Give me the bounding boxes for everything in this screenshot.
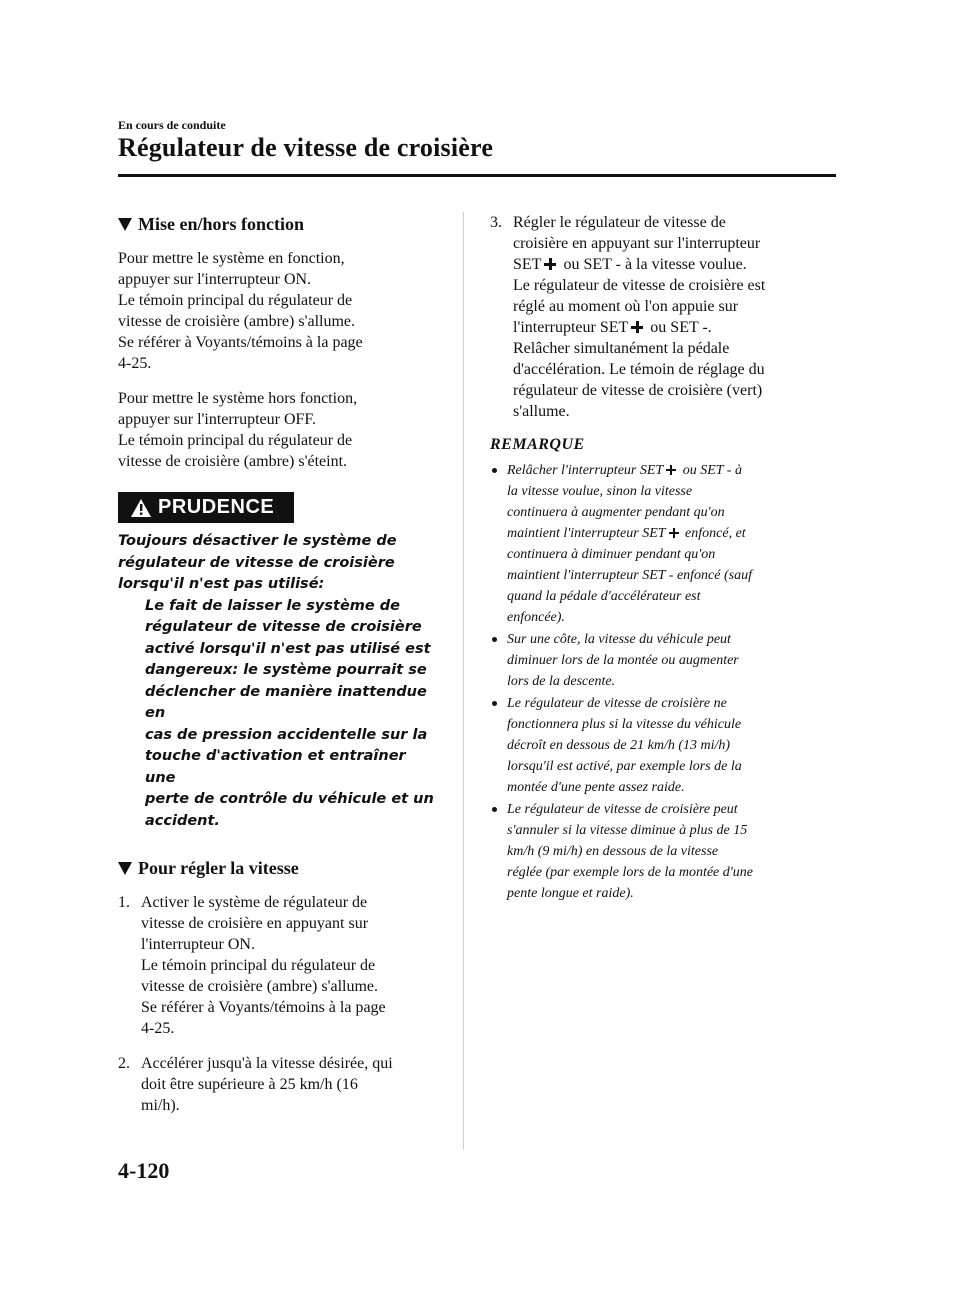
text-line: diminuer lors de la montée ou augmenter — [507, 653, 739, 668]
step-3 — [490, 212, 820, 422]
text-line: l'interrupteur ON. — [141, 936, 255, 953]
text-line: Accélérer jusqu'à la vitesse désirée, qui — [141, 1055, 393, 1072]
text-line: Le régulateur de vitesse de croisière est — [513, 277, 766, 294]
text-line: Le témoin principal du régulateur de — [118, 292, 353, 309]
text-line: Pour mettre le système hors fonction, — [118, 390, 358, 407]
warning-icon — [130, 498, 152, 518]
right-column — [490, 212, 820, 905]
text-line: accident. — [145, 812, 220, 829]
page-number: 4-120 — [118, 1158, 170, 1183]
text-line: lors de la descente. — [507, 674, 616, 689]
caution-lead — [118, 531, 436, 596]
text-line: mi/h). — [141, 1097, 180, 1114]
text-line: lorsqu'il n'est pas utilisé: — [118, 576, 325, 592]
text-line: continuera à augmenter pendant qu'on — [507, 505, 725, 520]
text-fragment: l'interrupteur SET — [513, 319, 629, 336]
text-line: Activer le système de régulateur de — [141, 894, 368, 911]
plus-icon — [666, 465, 676, 475]
remark-bullet-3 — [490, 693, 820, 798]
text-line: cas de pression accidentelle sur la — [145, 726, 428, 743]
paragraph-off — [118, 388, 436, 472]
text-fragment: enfoncé, et — [685, 526, 746, 541]
heading-on-off-text: Mise en/hors fonction — [138, 214, 304, 234]
plus-icon — [631, 321, 643, 333]
text-line: Toujours désactiver le système de — [118, 533, 397, 549]
remark-bullet-1 — [490, 460, 820, 628]
text-fragment: ou SET - à la vitesse voulue. — [563, 256, 747, 273]
text-line: Se référer à Voyants/témoins à la page — [118, 334, 363, 351]
plus-icon — [669, 528, 679, 538]
column-divider — [463, 212, 464, 1150]
step-number: 3. — [490, 214, 502, 231]
step-number: 2. — [118, 1055, 130, 1072]
text-line: s'allume. — [513, 403, 570, 420]
text-line: maintient l'interrupteur SET - enfoncé (sauf — [507, 568, 752, 583]
text-line: Le fait de laisser le système de — [145, 597, 400, 614]
triangle-down-icon — [118, 218, 132, 231]
remark-bullet-2 — [490, 629, 820, 692]
text-line: régulateur de vitesse de croisière — [145, 619, 422, 635]
text-fragment: Relâcher l'interrupteur SET — [507, 463, 664, 478]
text-line: lorsqu'il est activé, par exemple lors de la — [507, 759, 742, 774]
bullet-icon — [492, 468, 497, 473]
triangle-down-icon — [118, 862, 132, 875]
remark-bullet-4 — [490, 799, 820, 904]
bullet-icon — [492, 701, 497, 706]
paragraph-on — [118, 248, 436, 374]
step-1 — [118, 892, 436, 1039]
text-line: 4-25. — [118, 355, 152, 372]
text-line: réglée (par exemple lors de la montée d'une — [507, 865, 753, 880]
text-line: appuyer sur l'interrupteur OFF. — [118, 411, 317, 428]
text-line: doit être supérieure à 25 km/h (16 — [141, 1076, 358, 1093]
text-line — [513, 254, 820, 275]
caution-text — [118, 531, 436, 832]
text-fragment: ou SET - à — [682, 463, 742, 478]
step-2 — [118, 1053, 436, 1116]
text-line: km/h (9 mi/h) en dessous de la vitesse — [507, 844, 719, 859]
text-line: appuyer sur l'interrupteur ON. — [118, 271, 312, 288]
text-line: Relâcher simultanément la pédale — [513, 340, 730, 357]
text-line: vitesse de croisière (ambre) s'éteint. — [118, 453, 348, 470]
caution-badge — [118, 492, 294, 523]
text-line: Le régulateur de vitesse de croisière peut — [507, 802, 738, 817]
text-line: décroît en dessous de 21 km/h (13 mi/h) — [507, 738, 731, 753]
plus-icon — [544, 258, 556, 270]
text-line: d'accélération. Le témoin de réglage du — [513, 361, 765, 378]
text-line: régulateur de vitesse de croisière — [118, 554, 395, 571]
text-line: s'annuler si la vitesse diminue à plus de 15 — [507, 823, 748, 838]
bullet-icon — [492, 637, 497, 642]
text-line: Se référer à Voyants/témoins à la page — [141, 999, 386, 1016]
heading-set-speed — [118, 856, 436, 880]
text-line: Sur une côte, la vitesse du véhicule peut — [507, 632, 731, 647]
text-line: touche d'activation et entraîner une — [145, 748, 406, 786]
text-line: pente longue et raide). — [507, 886, 634, 901]
text-line — [507, 460, 820, 481]
caution-label: PRUDENCE — [158, 496, 275, 518]
text-line: vitesse de croisière en appuyant sur — [141, 915, 369, 932]
page-title: Régulateur de vitesse de croisière — [118, 133, 494, 162]
text-line: 4-25. — [141, 1020, 175, 1037]
text-line: continuera à diminuer pendant qu'on — [507, 547, 716, 562]
left-column — [118, 212, 436, 1130]
text-line: la vitesse voulue, sinon la vitesse — [507, 484, 693, 499]
section-label: En cours de conduite — [118, 118, 226, 132]
text-fragment: SET — [513, 256, 542, 273]
text-fragment: maintient l'interrupteur SET — [507, 526, 666, 541]
step-number: 1. — [118, 894, 130, 911]
text-line: croisière en appuyant sur l'interrupteur — [513, 235, 761, 252]
title-rule — [118, 174, 836, 177]
text-line: fonctionnera plus si la vitesse du véhicule — [507, 717, 742, 732]
text-line: quand la pédale d'accélérateur est — [507, 589, 701, 604]
heading-on-off — [118, 212, 436, 236]
text-line — [507, 523, 820, 544]
text-line: activé lorsqu'il n'est pas utilisé est — [145, 640, 431, 657]
heading-set-speed-text: Pour régler la vitesse — [138, 858, 299, 878]
remark-heading: REMARQUE — [490, 436, 585, 453]
text-line: enfoncée). — [507, 610, 565, 625]
text-line: réglé au moment où l'on appuie sur — [513, 298, 739, 315]
bullet-icon — [492, 807, 497, 812]
text-line: Le témoin principal du régulateur de — [141, 957, 376, 974]
text-line: dangereux: le système pourrait se — [145, 662, 427, 678]
text-line — [513, 317, 820, 338]
text-fragment: ou SET -. — [650, 319, 712, 336]
text-line: régulateur de vitesse de croisière (vert) — [513, 382, 763, 399]
text-line: Le régulateur de vitesse de croisière ne — [507, 696, 727, 711]
text-line: Le témoin principal du régulateur de — [118, 432, 353, 449]
text-line: vitesse de croisière (ambre) s'allume. — [118, 313, 356, 330]
caution-body — [118, 596, 436, 833]
text-line: déclencher de manière inattendue en — [145, 683, 427, 721]
text-line: montée d'une pente assez raide. — [507, 780, 685, 795]
text-line: Pour mettre le système en fonction, — [118, 250, 345, 267]
text-line: vitesse de croisière (ambre) s'allume. — [141, 978, 379, 995]
text-line: Régler le régulateur de vitesse de — [513, 214, 726, 231]
text-line: perte de contrôle du véhicule et un — [145, 791, 434, 807]
